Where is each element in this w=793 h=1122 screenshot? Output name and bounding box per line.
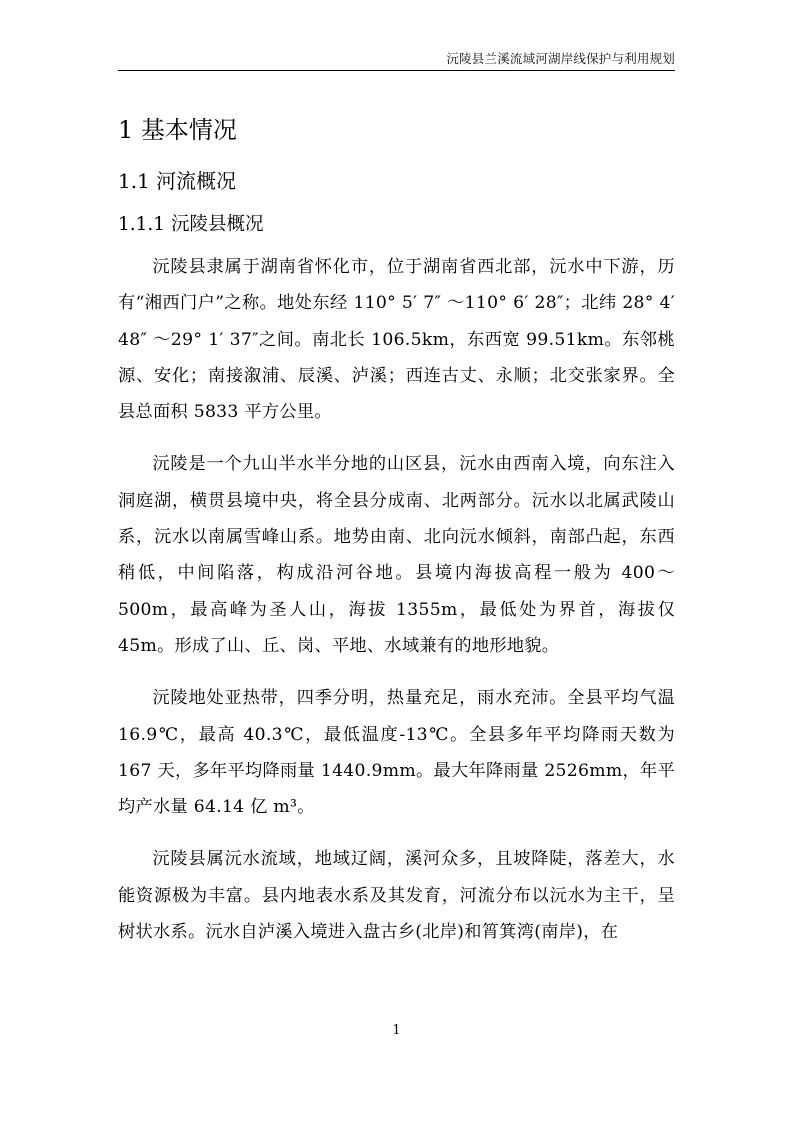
paragraph-location: 沅陵县隶属于湖南省怀化市，位于湖南省西北部，沅水中下游，历有“湘西门户”之称。地处东经 110° 5′ 7″ ～110° 6′ 28″；北纬 28° 4′ 48″ ～29° 1′ 37″之间。南北长 106.5km，东西宽 99.51km。东邻桃源、安化；南接溆浦、辰溪、泸溪；西连古丈、永顺；北交张家界。全县总面积 5833 平方公里。 xyxy=(118,257,675,423)
header-rule xyxy=(118,70,675,71)
page-number: 1 xyxy=(392,1023,401,1038)
chapter-heading: 1 基本情况 xyxy=(118,116,237,144)
paragraph-terrain: 沅陵是一个九山半水半分地的山区县，沅水由西南入境，向东注入洞庭湖，横贯县境中央，将全县分成南、北两部分。沅水以北属武陵山系，沅水以南属雪峰山系。地势由南、北向沅水倾斜，南部凸起，东西稍低，中间陷落，构成沿河谷地。县境内海拔高程一般为 400～500m，最高峰为圣人山，海拔 1355m，最低处为界首，海拔仅 45m。形成了山、丘、岗、平地、水域兼有的地形地貌。 xyxy=(118,454,675,656)
subsection-heading: 1.1.1 沅陵县概况 xyxy=(118,214,264,235)
body-text xyxy=(118,249,675,966)
running-header: 沅陵县兰溪流域河湖岸线保护与利用规划 xyxy=(446,51,675,66)
paragraph-water-system: 沅陵县属沅水流域，地域辽阔，溪河众多，且坡降陡，落差大，水能资源极为丰富。县内地表水系及其发育，河流分布以沅水为主干，呈树状水系。沅水自泸溪入境进入盘古乡(北岸)和筲箕湾(南岸)，在 xyxy=(118,849,675,943)
paragraph-climate: 沅陵地处亚热带，四季分明，热量充足，雨水充沛。全县平均气温 16.9℃，最高 40.3℃，最低温度-13℃。全县多年平均降雨天数为 167 天，多年平均降雨量 1440.9mm。最大年降雨量 2526mm，年平均产水量 64.14 亿 m³。 xyxy=(118,688,675,818)
section-heading: 1.1 河流概况 xyxy=(118,169,237,193)
